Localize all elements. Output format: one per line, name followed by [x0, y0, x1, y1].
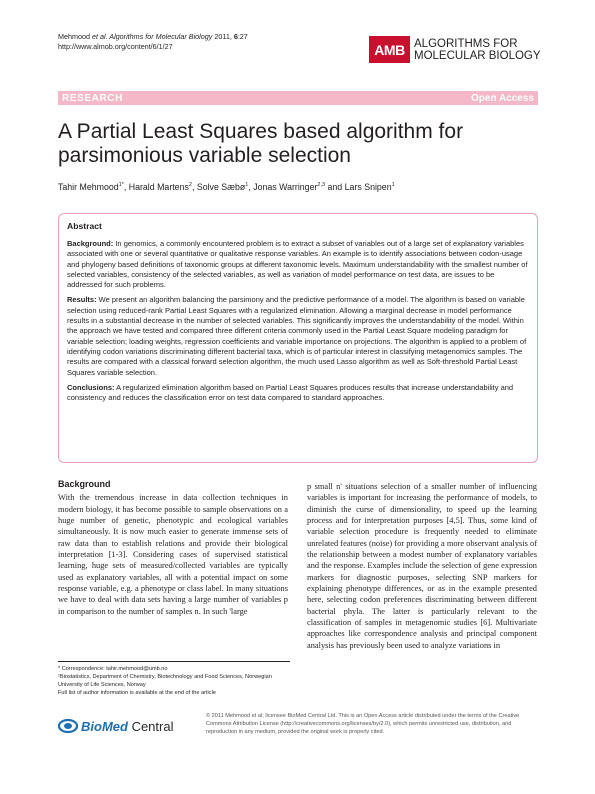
body-paragraph: With the tremendous increase in data collection techniques in modern biology, it has become possible to sample observations on a huge number of genetic, phenotypic and ecological variables simultaneously. It is now much easier to generate immense sets of raw data than to establish relations and provide their biological interpretation [1-3]. Considering cases of supervised statistical learning, huge sets of measured/collected variables are typically used as explanatory variables, all with a potential impact on some response variable, e.g. a phenotype or class label. In many situations we have to deal with data sets having a large number of variables p in comparison to the number of samples n. In such 'large — [58, 493, 288, 616]
bmc-swirl-icon — [58, 718, 78, 734]
open-access-label: Open Access — [471, 92, 534, 104]
bmc-wordmark-bold: BioMed — [81, 718, 128, 734]
author-name: Lars Snipen — [344, 182, 392, 192]
citation-header — [58, 32, 248, 52]
footnote-divider — [58, 661, 290, 662]
abstract-conclusions — [67, 383, 529, 404]
article-type-banner — [58, 91, 538, 105]
abstract-background-label: Background: — [67, 239, 114, 248]
affiliation-note: ¹Biostatistics, Department of Chemistry, Biotechnology and Food Sciences, Norwegian University of Life Sciences, Norway — [58, 674, 272, 688]
journal-name-line1: ALGORITHMS FOR — [414, 37, 518, 50]
license-text: © 2011 Mehmood et al; licensee BioMed Central Ltd. This is an Open Access article distributed under the terms of the Creative Commons Attribution License (http://creativecommons.org/licenses/by/2.0), which permits unrestricted use, distribution, and reproduction in any medium, provided the original work is properly cited. — [206, 713, 520, 736]
journal-name-line2: MOLECULAR BIOLOGY — [414, 49, 541, 62]
author-affiliation: 2 — [188, 182, 192, 189]
abstract-heading: Abstract — [67, 221, 102, 231]
author-info-note: Full list of author information is available at the end of the article — [58, 690, 216, 696]
author-affiliation: 1 — [245, 182, 249, 189]
section-heading-background: Background — [58, 479, 111, 489]
article-title: A Partial Least Squares based algorithm for parsimonious variable selection — [58, 120, 464, 167]
journal-logo — [369, 36, 541, 63]
body-column-left — [58, 479, 288, 617]
body-paragraph: p small n' situations selection of a smaller number of influencing variables is important for increasing the performance of models, to diminish the curse of dimensionality, to speed up the learning process and for interpretation purposes [4,5]. Thus, some kind of variable selection procedure is frequently needed to eliminate unrelated features (noise) for providing a more observant analysis of the relationship between a modest number of explanatory variables and the response. Examples include the selection of gene expression markers for diagnostic purposes, selecting SNP markers for explaining phenotype differences, or as in the example presented here, selecting codon preferences discriminating between different bacterial phyla. The latter is particularly relevant to the classification of samples in metagenomic studies [6]. Multivariate approaches like correspondence analysis and principal component analysis has previously been used to analyze variations in — [307, 482, 537, 650]
abstract-conclusions-text: A regularized elimination algorithm based on Partial Least Squares produces results that increase understandability and consistency and reduces the classification error on test data compared to standard approaches. — [67, 382, 514, 403]
author-name: Harald Martens — [128, 182, 189, 192]
citation-url[interactable]: http://www.almob.org/content/6/1/27 — [58, 42, 173, 51]
abstract-results — [67, 295, 529, 377]
bmc-wordmark-rest: Central — [127, 718, 174, 734]
amb-logo-icon: AMB — [369, 36, 410, 63]
body-column-right — [307, 481, 537, 651]
abstract-results-text: We present an algorithm balancing the parsimony and the predictive performance of a model. The algorithm is based on variable selection using reduced-rank Partial Least Squares with a regularized elimination. Allowing a marginal decrease in model performance results in a substantial decrease in the number of selected variables. This significantly improves the understandability of the model. Within the approach we have tested and compared three different criteria commonly used in the Partial Least Square modeling paradigm for variable selection; loading weights, regression coefficients and variable importance on projections. The algorithm is applied to a problem of identifying codon variations discriminating different bacterial taxa, which is of particular interest in classifying metagenomics samples. The results are compared with a classical forward selection algorithm, the much used Lasso algorithm as well as Soft-threshold Partial Least Squares variable selection. — [67, 295, 527, 377]
abstract-background-text: In genomics, a commonly encountered problem is to extract a subset of variables out of a large set of explanatory variables associated with one or several quantitative or qualitative response variables. An example is to identify associations between codon-usage and phylogeny based definitions of taxonomic groups at different taxonomic levels. Maximum understandability with the smallest number of selected variables, consistency of the selected variables, as well as variation of model performance on test data, are issues to be addressed for such problems. — [67, 239, 528, 290]
citation-journal: . Algorithms for Molecular Biology — [105, 32, 215, 41]
citation-etal: et al — [91, 32, 106, 41]
footnotes — [58, 665, 290, 697]
citation-authors: Mehmood — [58, 32, 92, 41]
author-affiliation: 1* — [118, 182, 124, 189]
biomed-central-logo — [58, 718, 173, 734]
author-affiliation: 1 — [391, 182, 395, 189]
author-name: Jonas Warringer — [253, 182, 318, 192]
bmc-wordmark — [81, 719, 173, 734]
abstract-box — [58, 213, 538, 463]
citation-article: :27 — [237, 32, 248, 41]
author-list: Tahir Mehmood$^{1*}$, Harald Martens$^2$, Solve Sæbø$^1$, Jonas Warringer$^{2,3}$ and Lars Snipen$^1$ — [58, 182, 395, 192]
abstract-background — [67, 239, 529, 290]
journal-name — [414, 38, 541, 62]
article-type-label: RESEARCH — [62, 92, 123, 104]
correspondence-note: * Correspondence: tahir.mehmood@umb.no — [58, 666, 168, 672]
citation-year: 2011, — [214, 32, 234, 41]
author-name: Solve Sæbø — [196, 182, 246, 192]
citation-volume: 6 — [233, 32, 238, 41]
author-affiliation: 2,3 — [317, 182, 326, 189]
author-name: Tahir Mehmood — [58, 182, 119, 192]
abstract-results-label: Results: — [67, 295, 97, 305]
abstract-conclusions-label: Conclusions: — [67, 382, 115, 392]
citation-line — [58, 32, 248, 42]
